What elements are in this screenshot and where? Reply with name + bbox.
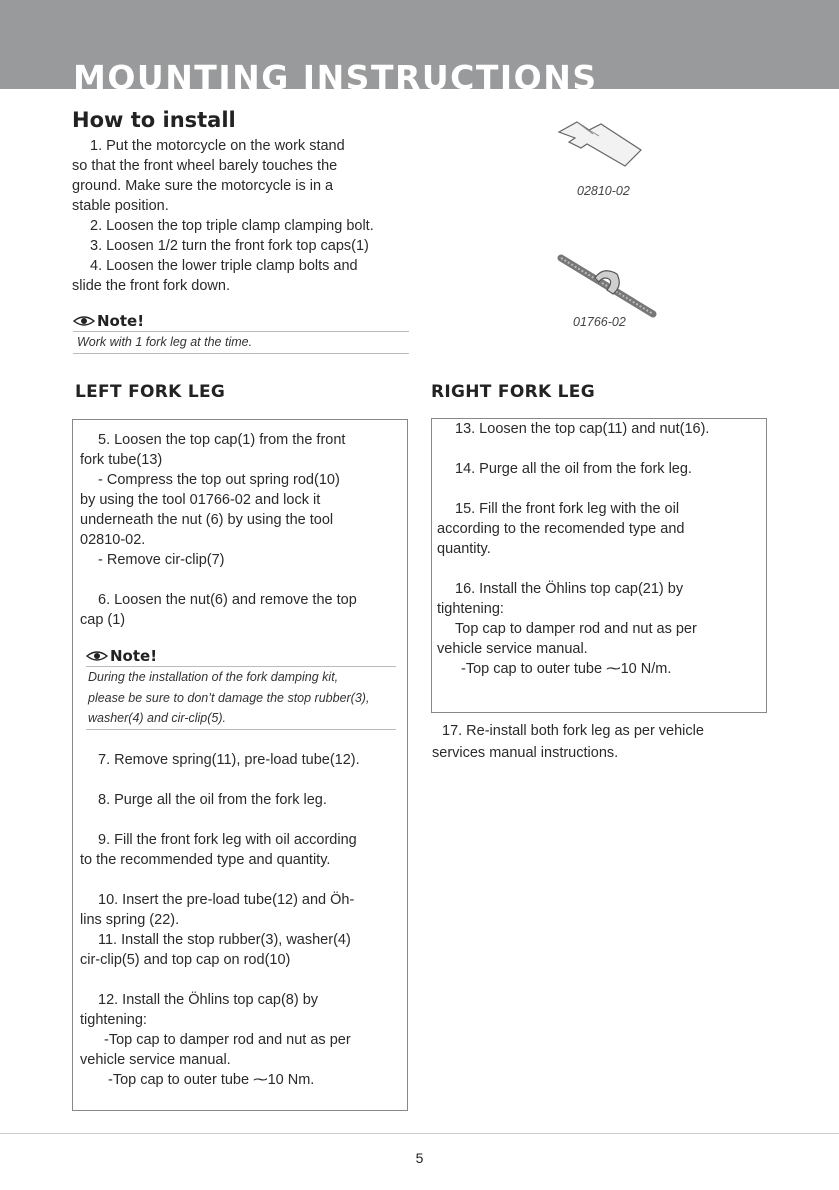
- step-line: vehicle service manual.: [437, 641, 588, 657]
- intro-line: ground. Make sure the motorcycle is in a: [72, 178, 334, 194]
- step-line: by using the tool 01766-02 and lock it: [80, 492, 321, 508]
- step-line: 6. Loosen the nut(6) and remove the top: [98, 592, 357, 608]
- step-17: [432, 720, 772, 764]
- tool-label: 02810-02: [577, 184, 630, 198]
- step-line: 10. Insert the pre-load tube(12) and Öh-: [98, 892, 355, 908]
- intro-line: 2. Loosen the top triple clamp clamping bolt.: [90, 218, 374, 234]
- step-line: 7. Remove spring(11), pre-load tube(12).: [98, 752, 360, 768]
- step-line: 11. Install the stop rubber(3), washer(4): [98, 932, 351, 948]
- left-fork-leg-title: LEFT FORK LEG: [75, 382, 226, 402]
- step-line: 14. Purge all the oil from the fork leg.: [455, 461, 692, 477]
- intro-line: 3. Loosen 1/2 turn the front fork top caps(1): [90, 238, 369, 254]
- step-line: 9. Fill the front fork leg with oil according: [98, 832, 357, 848]
- step-line: cir-clip(5) and top cap on rod(10): [80, 952, 291, 968]
- step-line: - Compress the top out spring rod(10): [98, 472, 340, 488]
- left-fork-leg-box: [72, 419, 408, 1111]
- step-line: -Top cap to outer tube ⁓10 N/m.: [461, 661, 672, 677]
- eye-icon: [73, 315, 95, 327]
- intro-steps: [72, 136, 412, 296]
- step-line: -Top cap to damper rod and nut as per: [104, 1032, 351, 1048]
- note-header: [73, 311, 409, 332]
- step-line: services manual instructions.: [432, 745, 619, 761]
- clamp-plate-tool-icon: [555, 118, 645, 170]
- step-line: Top cap to damper rod and nut as per: [455, 621, 697, 637]
- left-steps-7-12: [80, 750, 402, 1090]
- step-line: 02810-02.: [80, 532, 146, 548]
- step-line: - Remove cir-clip(7): [98, 552, 225, 568]
- right-fork-leg-box: [431, 418, 767, 713]
- intro-line: so that the front wheel barely touches the: [72, 158, 338, 174]
- note-title: Note!: [97, 312, 145, 330]
- step-line: 8. Purge all the oil from the fork leg.: [98, 792, 327, 808]
- intro-line: slide the front fork down.: [72, 278, 230, 294]
- note-header: [86, 646, 396, 667]
- section-title: How to install: [72, 108, 236, 132]
- right-fork-leg-title: RIGHT FORK LEG: [431, 382, 595, 402]
- header-band: [0, 0, 839, 89]
- note-line: During the installation of the fork damping kit,: [88, 670, 339, 684]
- step-line: vehicle service manual.: [80, 1052, 231, 1068]
- step-line: fork tube(13): [80, 452, 163, 468]
- step-line: underneath the nut (6) by using the tool: [80, 512, 334, 528]
- step-line: -Top cap to outer tube ⁓10 Nm.: [108, 1072, 315, 1088]
- step-line: 13. Loosen the top cap(11) and nut(16).: [455, 421, 710, 437]
- intro-line: stable position.: [72, 198, 169, 214]
- step-line: 5. Loosen the top cap(1) from the front: [98, 432, 346, 448]
- note-text: Work with 1 fork leg at the time.: [73, 332, 409, 354]
- step-line: tightening:: [437, 601, 504, 617]
- page-number: 5: [415, 1150, 424, 1166]
- intro-line: 1. Put the motorcycle on the work stand: [90, 138, 345, 154]
- step-line: according to the recomended type and: [437, 521, 685, 537]
- step-line: 15. Fill the front fork leg with the oil: [455, 501, 680, 517]
- step-line: 12. Install the Öhlins top cap(8) by: [98, 992, 319, 1008]
- note-installation: [86, 646, 396, 730]
- right-steps-13-16: [437, 419, 761, 679]
- note-title: Note!: [110, 647, 158, 665]
- note-line: washer(4) and cir-clip(5).: [88, 711, 227, 725]
- step-line: quantity.: [437, 541, 491, 557]
- note-work-one-leg: [73, 311, 409, 354]
- intro-line: 4. Loosen the lower triple clamp bolts and: [90, 258, 358, 274]
- step-line: lins spring (22).: [80, 912, 180, 928]
- left-steps-5-6: [80, 430, 400, 630]
- spring-compressor-tool-icon: [555, 252, 660, 320]
- step-line: 17. Re-install both fork leg as per vehicle: [442, 723, 704, 739]
- note-line: please be sure to don’t damage the stop rubber(3),: [88, 690, 370, 705]
- step-line: 16. Install the Öhlins top cap(21) by: [455, 581, 684, 597]
- footer-divider: [0, 1133, 839, 1134]
- eye-icon: [86, 650, 108, 662]
- page-title: MOUNTING INSTRUCTIONS: [73, 58, 598, 89]
- tool-label: 01766-02: [573, 315, 626, 329]
- note-text: [86, 667, 396, 730]
- step-line: cap (1): [80, 612, 126, 628]
- step-line: to the recommended type and quantity.: [80, 852, 331, 868]
- step-line: tightening:: [80, 1012, 147, 1028]
